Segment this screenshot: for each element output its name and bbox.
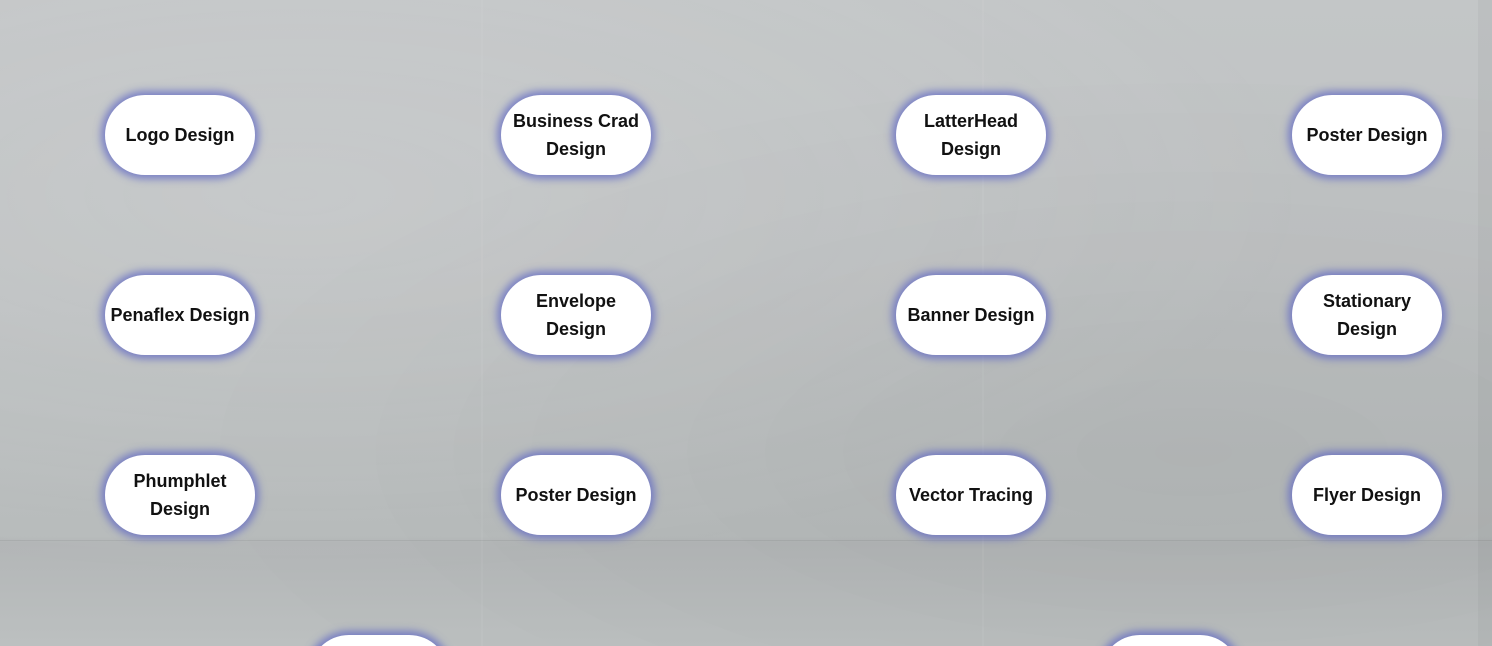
service-stationary-design[interactable] <box>1292 275 1442 355</box>
service-phumphlet-design[interactable] <box>105 455 255 535</box>
service-poster-design-2[interactable] <box>501 455 651 535</box>
service-label: Business Crad Design <box>512 111 640 159</box>
service-pill-partial[interactable] <box>1100 635 1240 646</box>
service-poster-design[interactable] <box>1292 95 1442 175</box>
service-letterhead-design[interactable] <box>896 95 1046 175</box>
service-label: Flyer Design <box>1312 485 1422 505</box>
service-pill-partial[interactable] <box>309 635 449 646</box>
service-envelope-design[interactable] <box>501 275 651 355</box>
service-label: Vector Tracing <box>908 485 1034 505</box>
service-logo-design[interactable] <box>105 95 255 175</box>
service-label: Poster Design <box>515 485 637 505</box>
service-label: Envelope Design <box>535 291 617 339</box>
service-label: Penaflex Design <box>110 305 250 325</box>
service-label: Stationary Design <box>1322 291 1412 339</box>
service-label: LatterHead Design <box>923 111 1019 159</box>
service-flyer-design[interactable] <box>1292 455 1442 535</box>
service-vector-tracing[interactable] <box>896 455 1046 535</box>
service-business-card-design[interactable] <box>501 95 651 175</box>
service-label: Poster Design <box>1306 125 1428 145</box>
service-label: Phumphlet Design <box>133 471 227 519</box>
service-banner-design[interactable] <box>896 275 1046 355</box>
service-label: Logo Design <box>125 125 235 145</box>
service-penaflex-design[interactable] <box>105 275 255 355</box>
service-label: Banner Design <box>907 305 1035 325</box>
